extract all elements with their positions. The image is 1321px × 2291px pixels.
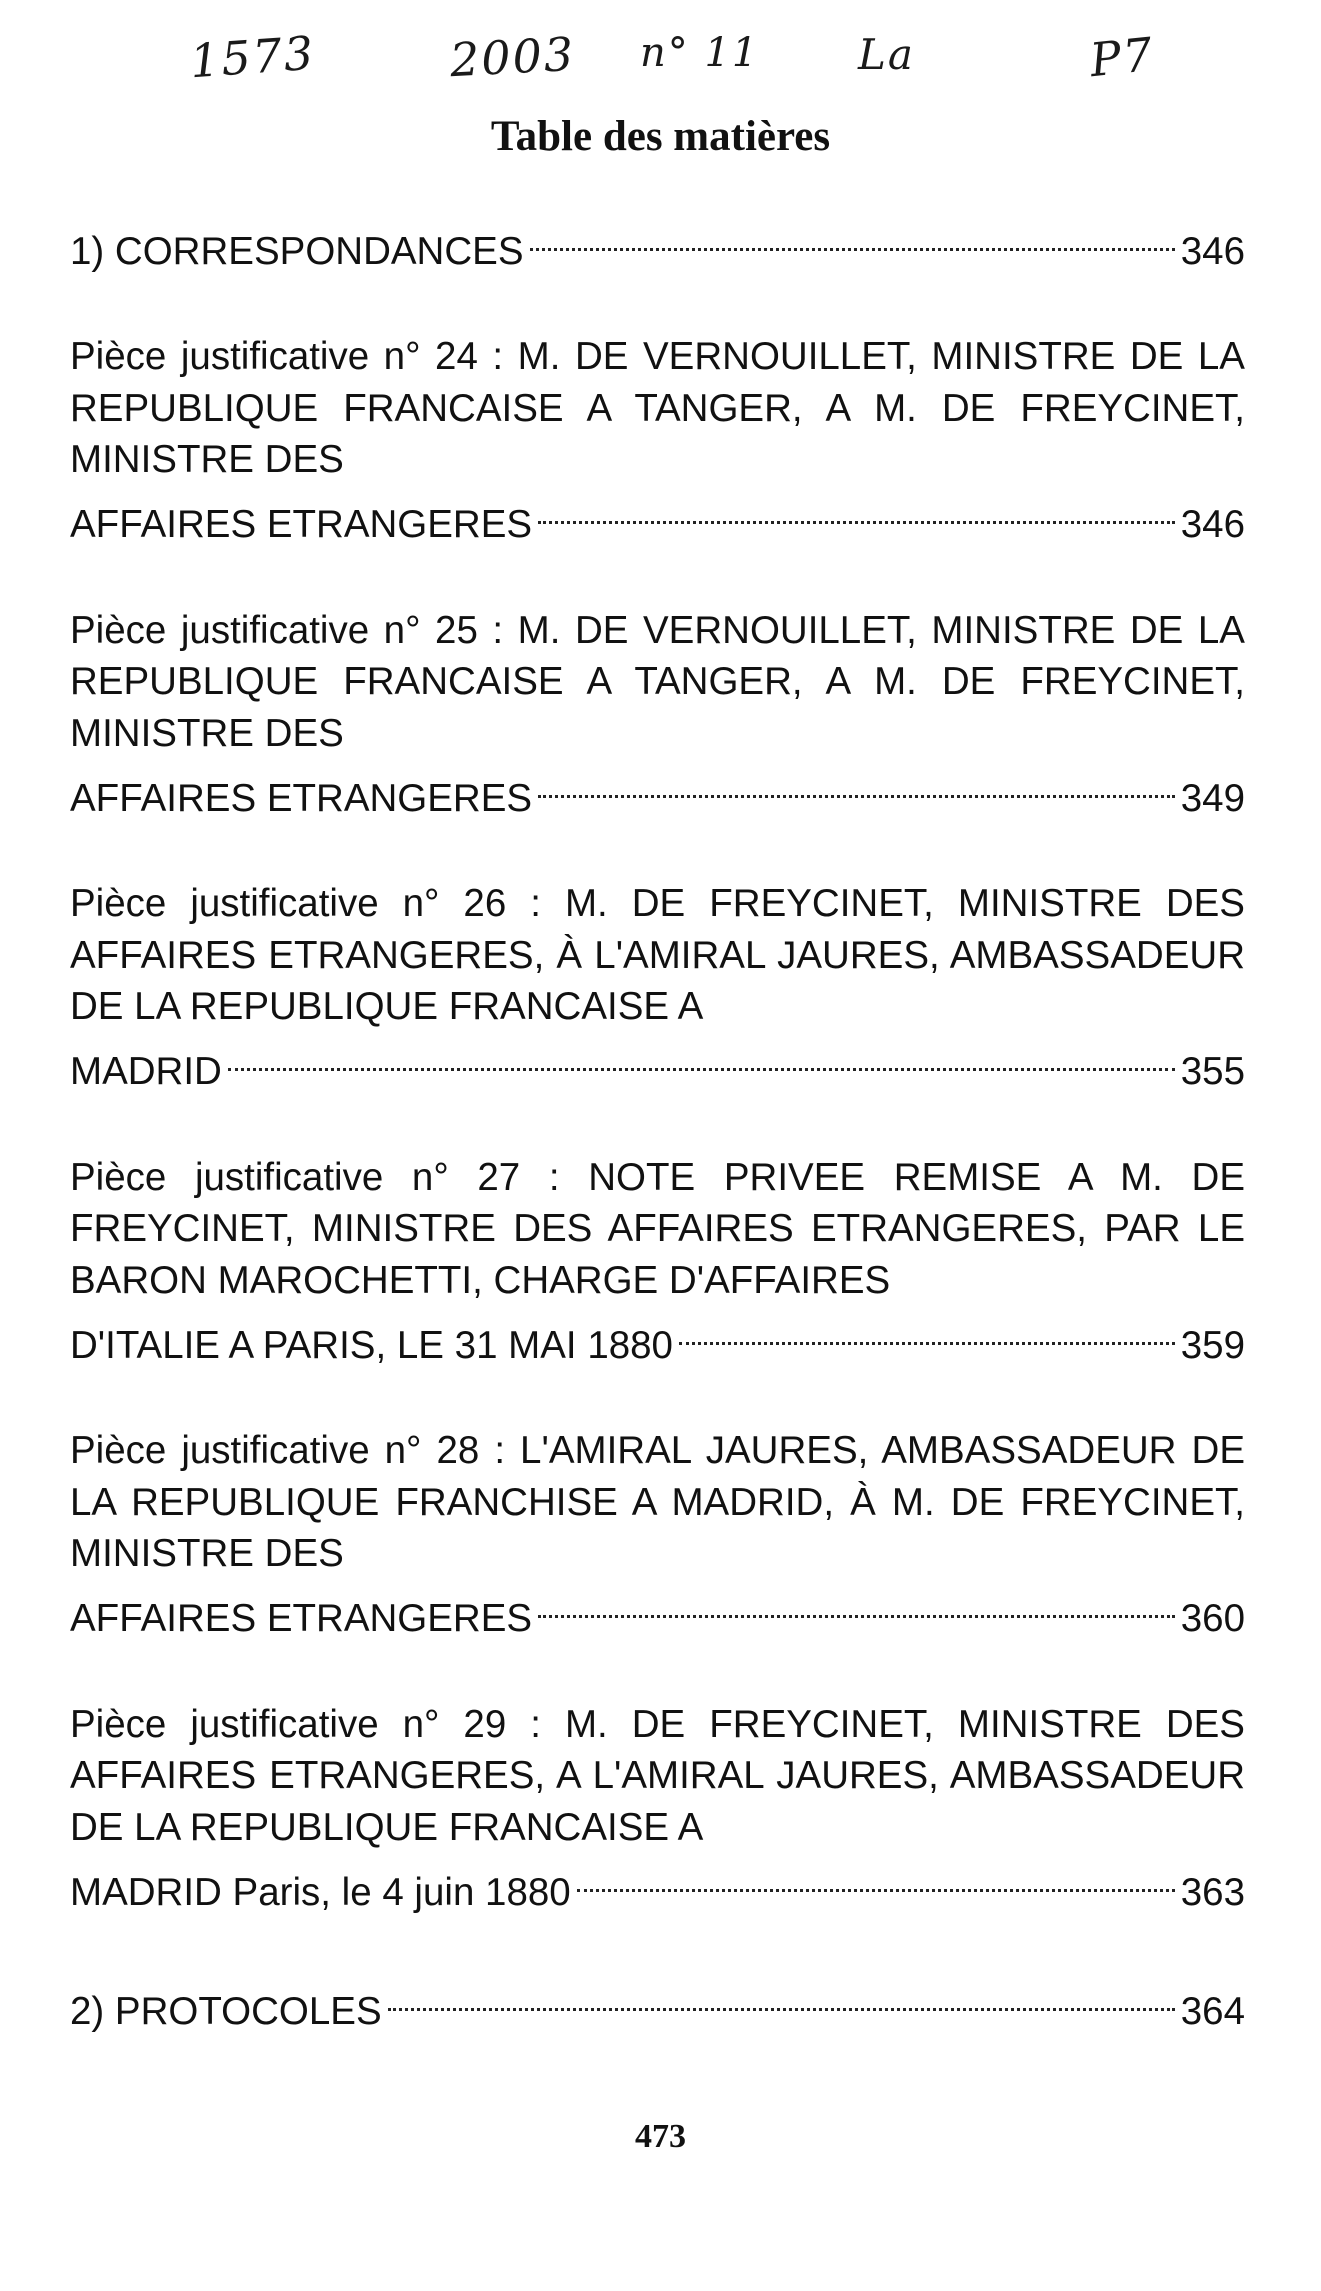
toc-entry-text: Pièce justificative n° 25 : M. DE VERNOUILLET, MINISTRE DE LA REPUBLIQUE FRANCAISE A TANGER, A M. DE FREYCINET, MINISTRE DES bbox=[70, 608, 1245, 755]
toc-page-number: 364 bbox=[1180, 1989, 1245, 2033]
toc-entry-text: Pièce justificative n° 26 : M. DE FREYCINET, MINISTRE DES AFFAIRES ETRANGERES, À L'AMIRAL JAURES, AMBASSADEUR DE LA REPUBLIQUE FRANCAISE A bbox=[70, 882, 1245, 1028]
toc-entry-title-end: D'ITALIE A PARIS, LE 31 MAI 1880 bbox=[70, 1323, 673, 1367]
toc-entry-text: Pièce justificative n° 24 : M. DE VERNOUILLET, MINISTRE DE LA REPUBLIQUE FRANCAISE A TANGER, A M. DE FREYCINET, MINISTRE DES bbox=[70, 335, 1245, 481]
toc-page-number: 346 bbox=[1180, 229, 1245, 273]
toc-entry-title-end: MADRID Paris, le 4 juin 1880 bbox=[70, 1870, 571, 1914]
dot-leader bbox=[388, 1972, 1175, 2024]
toc-entry bbox=[70, 605, 1245, 825]
dot-leader bbox=[530, 212, 1175, 264]
toc-entry bbox=[70, 1699, 1245, 1919]
toc-entry-text: Pièce justificative n° 27 : NOTE PRIVEE REMISE A M. DE FREYCINET, MINISTRE DES AFFAIRES ETRANGERES, PAR LE BARON MAROCHETTI, CHARGE D'AFFAIRES bbox=[70, 1155, 1245, 1302]
handwritten-note-1: 1573 bbox=[188, 25, 317, 89]
toc-page-number: 363 bbox=[1180, 1870, 1245, 1914]
toc-entry bbox=[70, 1972, 1245, 2037]
toc-page-number: 349 bbox=[1180, 776, 1245, 820]
dot-leader bbox=[577, 1853, 1175, 1905]
toc-entry bbox=[70, 212, 1245, 277]
dot-leader bbox=[538, 1580, 1175, 1632]
toc-entry-title-end: MADRID bbox=[70, 1050, 222, 1093]
toc-page-number: 346 bbox=[1180, 503, 1245, 546]
page-number: 473 bbox=[635, 2118, 686, 2155]
handwritten-note-5: P7 bbox=[1087, 26, 1157, 88]
handwritten-note-2: 2003 bbox=[448, 26, 577, 88]
toc-page-number: 355 bbox=[1180, 1050, 1245, 1093]
toc-entry-title-end: AFFAIRES ETRANGERES bbox=[70, 503, 533, 546]
handwritten-annotation bbox=[0, 22, 1321, 102]
toc-entry-title-end: AFFAIRES ETRANGERES bbox=[70, 776, 533, 820]
dot-leader bbox=[679, 1306, 1175, 1358]
toc-page-number: 359 bbox=[1180, 1323, 1245, 1367]
page-title: Table des matières bbox=[490, 113, 831, 160]
toc-entry-title: 2) PROTOCOLES bbox=[70, 1989, 382, 2033]
handwritten-note-4: La bbox=[858, 30, 915, 79]
dot-leader bbox=[538, 759, 1175, 811]
dot-leader bbox=[538, 486, 1175, 538]
toc-entry bbox=[70, 878, 1245, 1098]
toc-page-number: 360 bbox=[1180, 1597, 1245, 1640]
toc-entry bbox=[70, 1152, 1245, 1372]
handwritten-note-3: n° 11 bbox=[640, 30, 760, 76]
toc-entry-title: 1) CORRESPONDANCES bbox=[70, 229, 524, 273]
dot-leader bbox=[228, 1033, 1175, 1085]
toc-entry bbox=[70, 331, 1245, 551]
table-of-contents bbox=[70, 212, 1245, 2091]
toc-entry-text: Pièce justificative n° 28 : L'AMIRAL JAURES, AMBASSADEUR DE LA REPUBLIQUE FRANCHISE A MADRID, À M. DE FREYCINET, MINISTRE DES bbox=[70, 1429, 1245, 1575]
toc-entry-text: Pièce justificative n° 29 : M. DE FREYCINET, MINISTRE DES AFFAIRES ETRANGERES, A L'AMIRAL JAURES, AMBASSADEUR DE LA REPUBLIQUE FRANCAISE A bbox=[70, 1702, 1245, 1849]
toc-entry bbox=[70, 1425, 1245, 1645]
toc-entry-title-end: AFFAIRES ETRANGERES bbox=[70, 1597, 533, 1640]
